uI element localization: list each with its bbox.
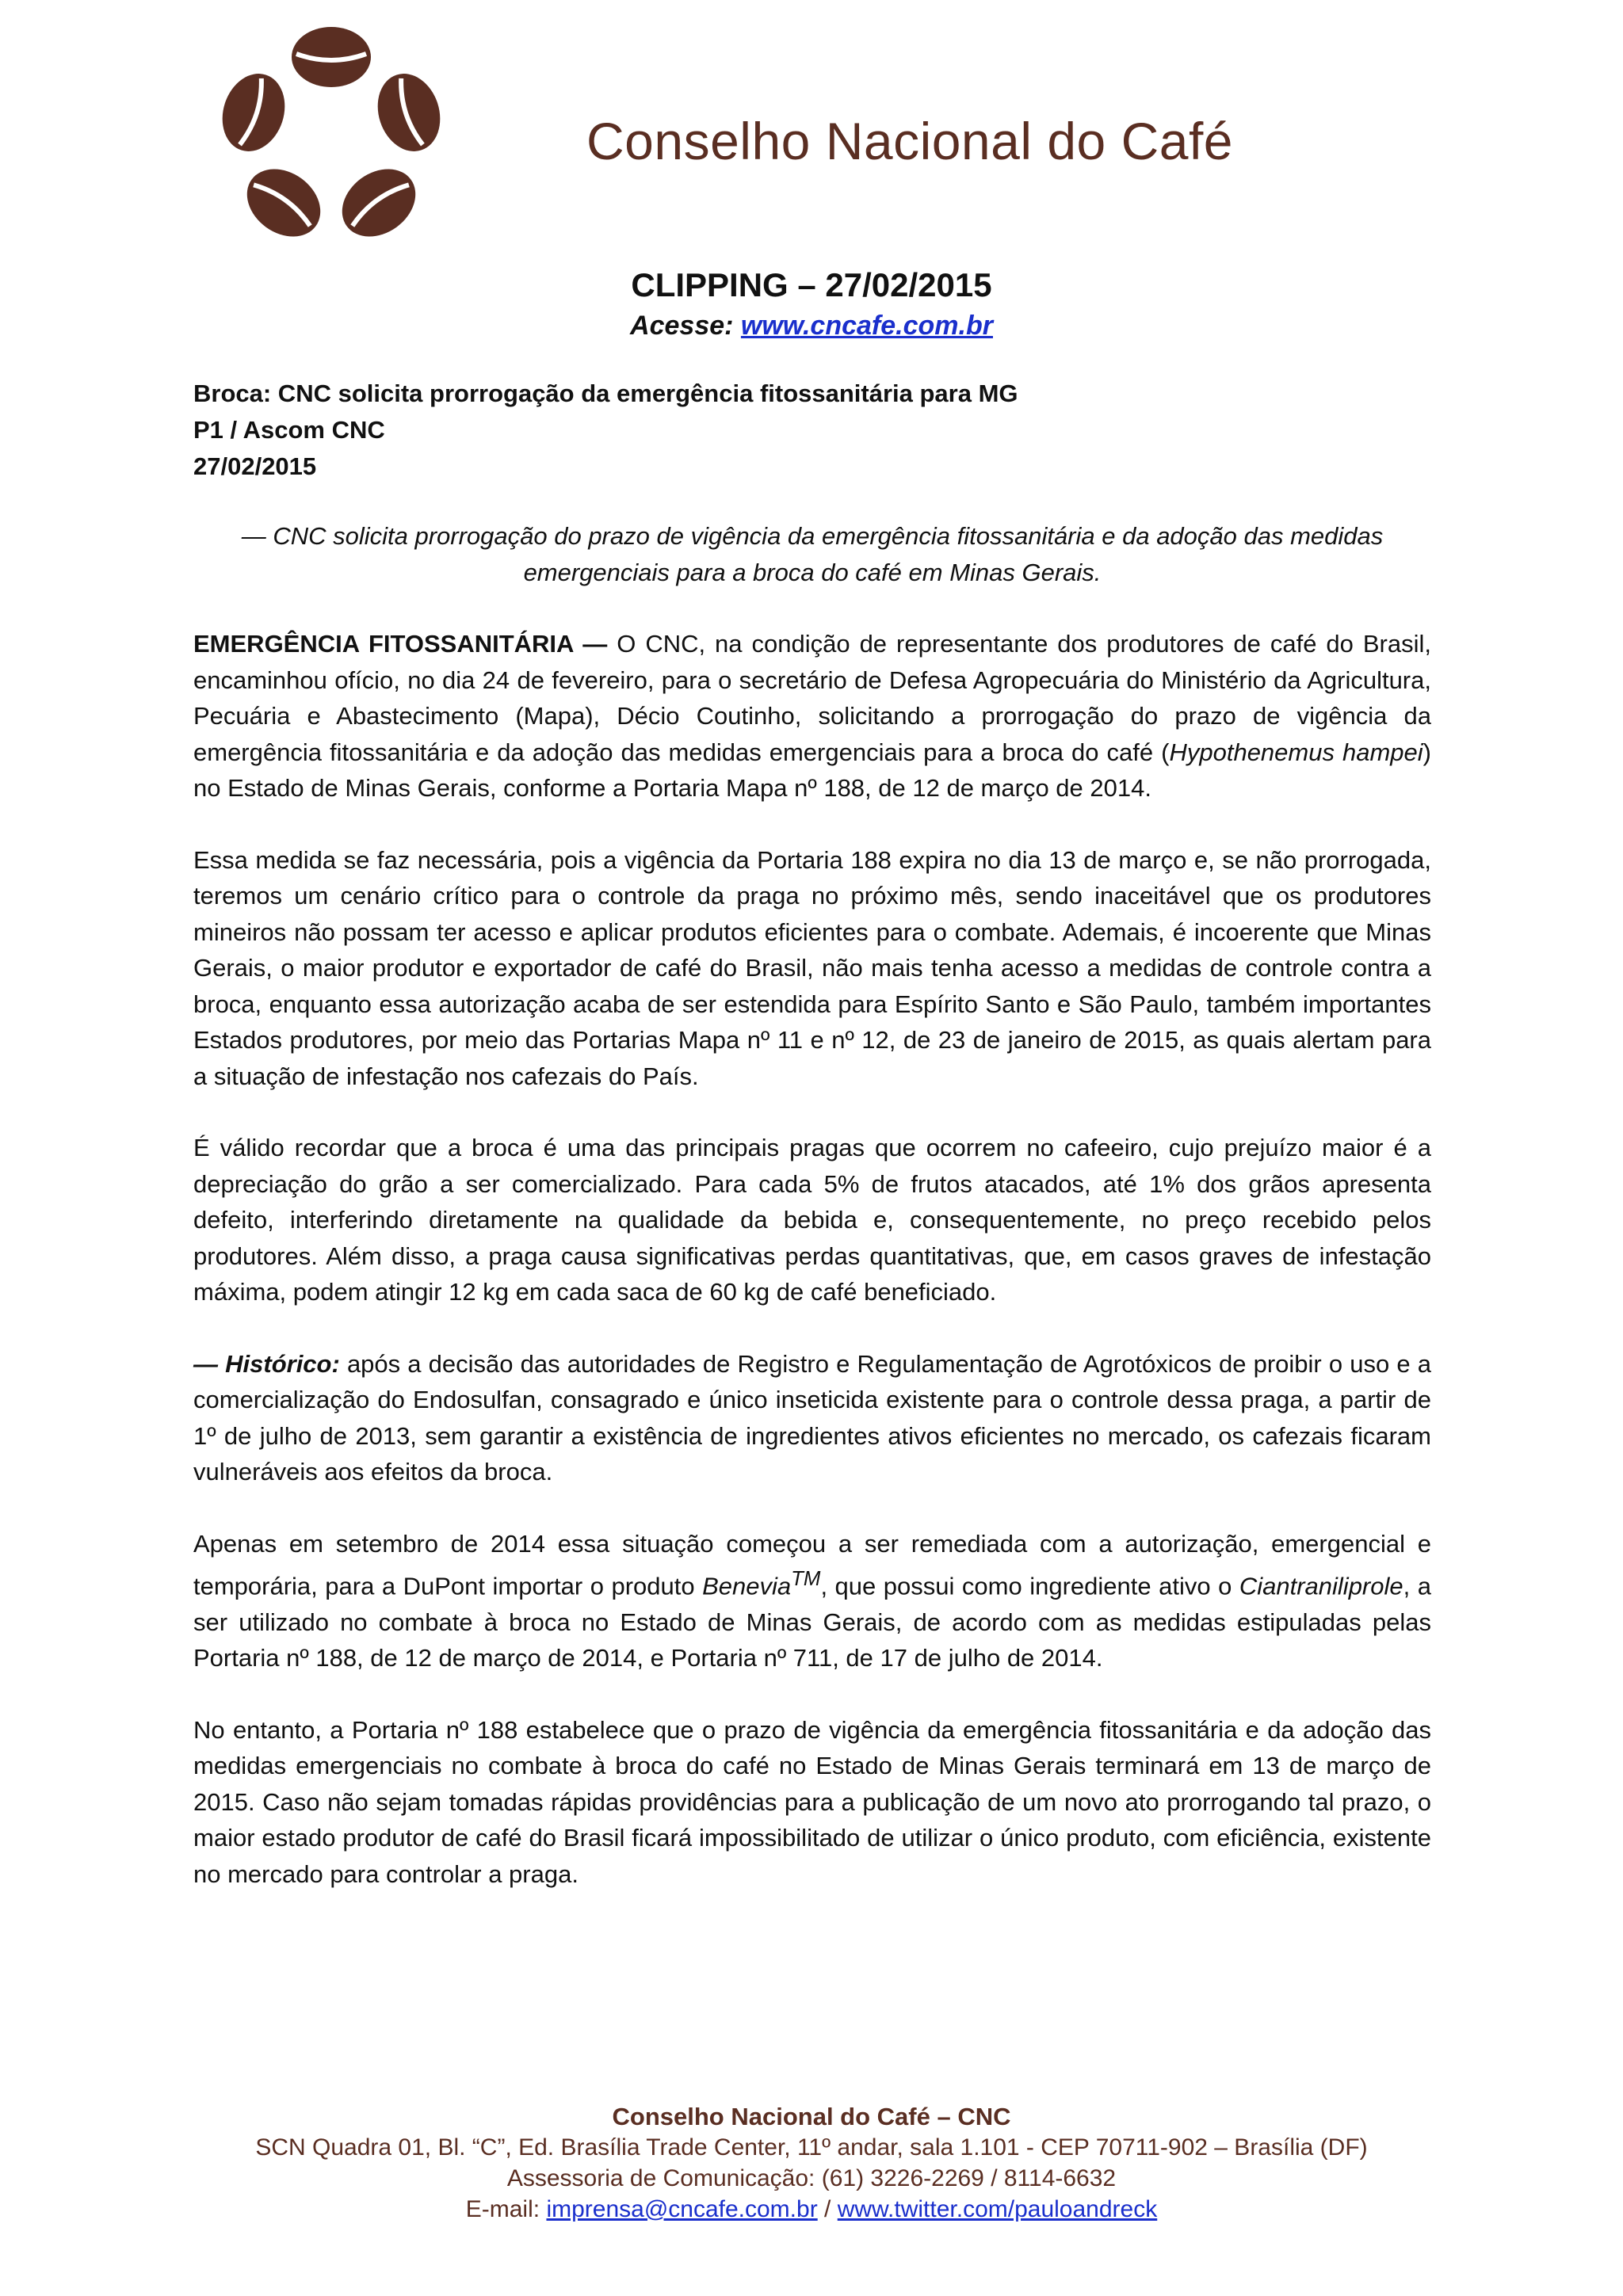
email-link[interactable]: imprensa@cncafe.com.br <box>546 2196 818 2222</box>
coffee-bean-icon <box>329 155 429 250</box>
paragraph: Apenas em setembro de 2014 essa situação começou a ser remediada com a autorização, emergencial e temporária, para a DuPont importar o produto Benevia™, que possui como ingrediente ativo o Ciantraniliprole, a ser utilizado no combate à broca no Estado de Minas Gerais, de acordo com as medidas estipuladas pelas Portaria nº 188, de 12 de março de 2014, e Portaria nº 711, de 17 de julho de 2014. <box>193 1529 1432 1672</box>
twitter-link[interactable]: www.twitter.com/pauloandreck <box>837 2196 1158 2222</box>
coffee-bean-icon <box>234 155 334 250</box>
access-line <box>0 311 1623 341</box>
footer-contacts <box>0 2194 1623 2225</box>
footer-address: SCN Quadra 01, Bl. “C”, Ed. Brasília Trade Center, 11º andar, sala 1.101 - CEP 70711-902 – Brasília (DF) <box>255 2134 1368 2161</box>
coffee-bean-icon <box>292 27 371 87</box>
footer <box>0 2101 1623 2225</box>
species-name: Hypothenemus hampei <box>1169 738 1423 766</box>
footer-org-name: Conselho Nacional do Café – CNC <box>612 2103 1011 2130</box>
paragraph: Essa medida se faz necessária, pois a vigência da Portaria 188 expira no dia 13 de março e, se não prorrogada, teremos um cenário crítico para o controle da praga no próximo mês, sendo inaceitável que os produtores mineiros não possam ter acesso e aplicar produtos eficientes para o combate. Ademais, é incoerente que Minas Gerais, o maior produtor e exportador de café do Brasil, não mais tenha acesso a medidas de controle contra a broca, enquanto essa autorização acaba de ser estendida para Espírito Santo e São Paulo, também importantes Estados produtores, por meio das Portarias Mapa nº 11 e nº 12, de 23 de janeiro de 2015, as quais alertam para a situação de infestação nos cafezais do País. <box>193 845 1431 1090</box>
coffee-bean-icon <box>368 66 449 160</box>
website-link[interactable]: www.cncafe.com.br <box>740 311 993 341</box>
paragraph: No entanto, a Portaria nº 188 estabelece que o prazo de vigência da emergência fitossanitária e da adoção das medidas emergenciais no combate à broca do café no Estado de Minas Gerais terminará em 13 de março de 2015. Caso não sejam tomadas rápidas providências para a publicação de um novo ato prorrogando tal prazo, o maior estado produtor de café do Brasil ficará impossibilitado de utilizar o único produto, com eficiência, existente no mercado para controlar a praga. <box>193 1715 1431 1888</box>
article-date: 27/02/2015 <box>193 452 317 480</box>
paragraph: — Histórico: após a decisão das autoridades de Registro e Regulamentação de Agrotóxicos de proibir o uso e a comercialização do Endosulfan, consagrado e único inseticida existente para o controle dessa praga, a partir de 1º de julho de 2013, sem garantir a existência de ingredientes ativos eficientes no mercado, os cafezais ficaram vulneráveis aos efeitos da broca. <box>193 1349 1431 1486</box>
section-label: — Histórico: <box>193 1349 340 1378</box>
article-source: P1 / Ascom CNC <box>193 416 385 444</box>
article-body <box>193 626 1431 1928</box>
footer-phone: Assessoria de Comunicação: (61) 3226-2269 / 8114-6632 <box>506 2165 1117 2191</box>
email-label: E-mail: <box>465 2196 540 2222</box>
paragraph: É válido recordar que a broca é uma das principais pragas que ocorrem no cafeeiro, cujo prejuízo maior é a depreciação do grão a ser comercializado. Para cada 5% de frutos atacados, até 1% dos grãos apresenta defeito, interferindo diretamente na qualidade da bebida e, consequentemente, no preço recebido pelos produtores. Além disso, a praga causa significativas perdas quantitativas, que, em casos graves de infestação máxima, podem atingir 12 kg em cada saca de 60 kg de café beneficiado. <box>193 1134 1431 1306</box>
clipping-title: CLIPPING – 27/02/2015 <box>631 266 992 303</box>
coffee-bean-icon <box>212 66 294 160</box>
section-label: EMERGÊNCIA FITOSSANITÁRIA — <box>193 630 608 658</box>
org-title: Conselho Nacional do Café <box>586 112 1234 170</box>
access-label: Acesse: <box>630 311 734 341</box>
article-headline: Broca: CNC solicita prorrogação da emergência fitossanitária para MG <box>193 379 1018 407</box>
paragraph: EMERGÊNCIA FITOSSANITÁRIA — O CNC, na condição de representante dos produtores de café do Brasil, encaminhou ofício, no dia 24 de fevereiro, para o secretário de Defesa Agropecuária do Ministério da Agricultura, Pecuária e Abastecimento (Mapa), Décio Coutinho, solicitando a prorrogação do prazo de vigência da emergência fitossanitária e da adoção das medidas emergenciais para a broca do café (Hypothenemus hampei) no Estado de Minas Gerais, conforme a Portaria Mapa nº 188, de 12 de março de 2014. <box>193 630 1432 802</box>
product-name: Benevia <box>702 1572 792 1600</box>
trademark: TM <box>791 1568 821 1590</box>
cnc-logo <box>212 19 450 257</box>
article-meta <box>193 376 1018 485</box>
article-lead: — CNC solicita prorrogação do prazo de vigência da emergência fitossanitária e da adoção das medidas emergenciais para a broca do café em Minas Gerais. <box>241 522 1384 586</box>
separator: / <box>824 2196 831 2222</box>
ingredient-name: Ciantraniliprole <box>1239 1572 1403 1600</box>
